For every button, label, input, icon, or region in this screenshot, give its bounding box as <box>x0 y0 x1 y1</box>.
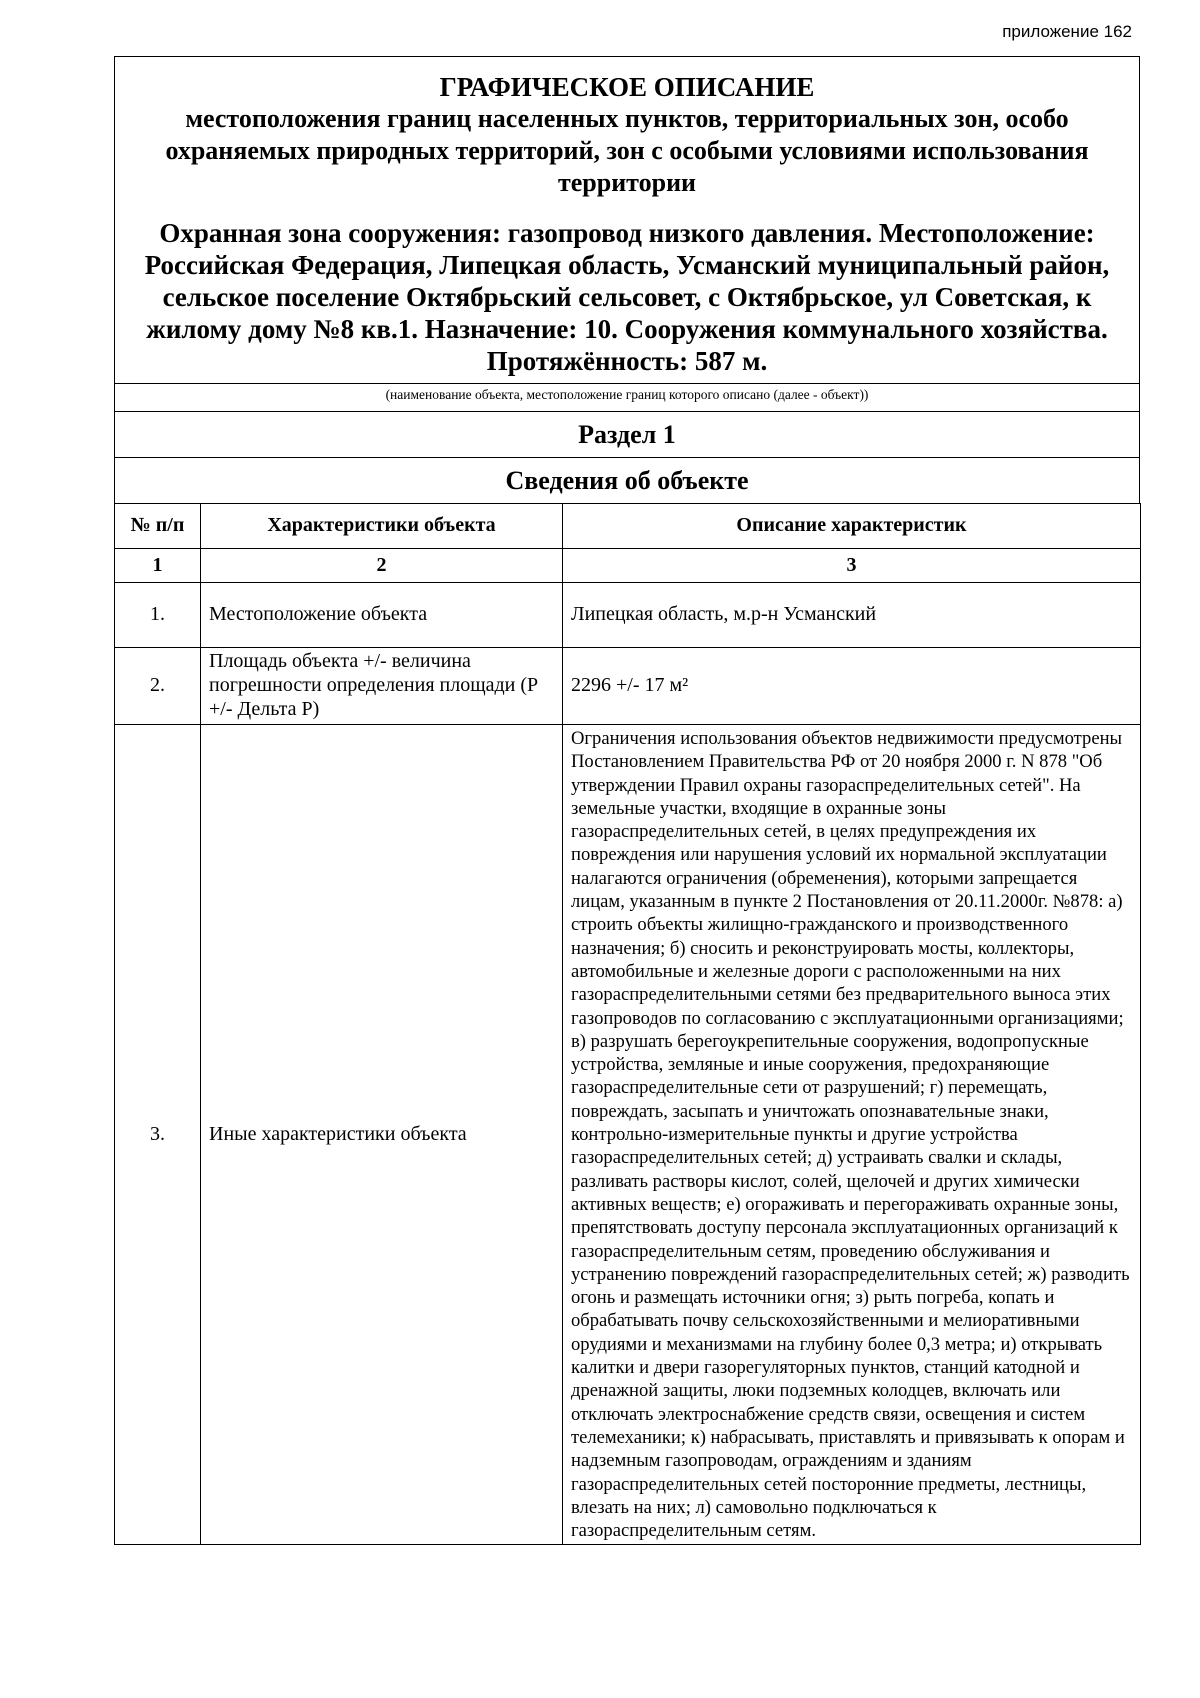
document-header <box>114 56 1140 411</box>
row-number: 3. <box>115 725 201 1545</box>
row-description: Ограничения использования объектов недвижимости предусмотрены Постановлением Правительства РФ от 20 ноября 2000 г. N 878 "Об утверждении Правил охраны газораспределительных сетей". На земельные участки, входящие в охранные зоны газораспределительных сетей, в целях предупреждения их повреждения или нарушения условий их нормальной эксплуатации налагаются ограничения (обременения), которыми запрещается лицам, указанным в пункте 2 Постановления от 20.11.2000г. №878: а) строить объекты жилищно-гражданского и производственного назначения; б) сносить и реконструировать мосты, коллекторы, автомобильные и железные дороги с расположенными на них газораспределительными сетями без предварительного выноса этих газопроводов по согласованию с эксплуатационными организациями; в) разрушать берегоукрепительные сооружения, водопропускные устройства, земляные и иные сооружения, предохраняющие газораспределительные сети от разрушений; г) перемещать, повреждать, засыпать и уничтожать опознавательные знаки, контрольно-измерительные пункты и другие устройства газораспределительных сетей; д) устраивать свалки и склады, разливать растворы кислот, солей, щелочей и других химически активных веществ; е) огораживать и перегораживать охранные зоны, препятствовать доступу персонала эксплуатационных организаций к газораспределительным сетям, проведению обслуживания и устранению повреждений газораспределительных сетей; ж) разводить огонь и размещать источники огня; з) рыть погреба, копать и обрабатывать почву сельскохозяйственными и мелиоративными орудиями и механизмами на глубину более 0,3 метра; и) открывать калитки и двери газорегуляторных пунктов, станций катодной и дренажной защиты, люки подземных колодцев, включать или отключать электроснабжение средств связи, освещения и систем телемеханики; к) набрасывать, приставлять и привязывать к опорам и надземным газопроводам, ограждениям и зданиям газораспределительных сетей посторонние предметы, лестницы, влезать на них; л) самовольно подключаться к газораспределительным сетям. <box>563 725 1141 1545</box>
document-frame <box>114 56 1140 1545</box>
section-title: Сведения об объекте <box>114 457 1140 503</box>
header-description: Описание характеристик <box>563 504 1141 549</box>
object-name: Охранная зона сооружения: газопровод низкого давления. Местоположение: Российская Федерация, Липецкая область, Усманский муниципальный район, сельское поселение Октябрьский сельсовет, с Октябрьское, ул Советская, к жилому дому №8 кв.1. Назначение: 10. Сооружения коммунального хозяйства. Протяжённость: 587 м. <box>144 218 1110 376</box>
table-row <box>115 648 1141 725</box>
row-description: 2296 +/- 17 м² <box>563 648 1141 725</box>
row-number: 1. <box>115 583 201 648</box>
header-characteristic: Характеристики объекта <box>201 504 563 549</box>
appendix-label: приложение 162 <box>1002 22 1132 41</box>
row-number: 2. <box>115 648 201 725</box>
column-number-1: 1 <box>115 549 201 583</box>
document-title: ГРАФИЧЕСКОЕ ОПИСАНИЕ <box>439 72 815 102</box>
document-subtitle: местоположения границ населенных пунктов, территориальных зон, особо охраняемых природных территорий, зон с особыми условиями использования территории <box>165 104 1089 197</box>
column-number-row <box>115 549 1141 583</box>
row-characteristic: Иные характеристики объекта <box>201 725 563 1545</box>
row-description: Липецкая область, м.р-н Усманский <box>563 583 1141 648</box>
object-info-table <box>114 503 1141 1545</box>
column-number-2: 2 <box>201 549 563 583</box>
column-number-3: 3 <box>563 549 1141 583</box>
table-row <box>115 725 1141 1545</box>
row-characteristic: Площадь объекта +/- величина погрешности определения площади (Р +/- Дельта Р) <box>201 648 563 725</box>
section-number: Раздел 1 <box>114 411 1140 457</box>
object-caption: (наименование объекта, местоположение границ которого описано (далее - объект)) <box>115 383 1139 411</box>
table-row <box>115 583 1141 648</box>
row-characteristic: Местоположение объекта <box>201 583 563 648</box>
header-number: № п/п <box>115 504 201 549</box>
table-header-row <box>115 504 1141 549</box>
